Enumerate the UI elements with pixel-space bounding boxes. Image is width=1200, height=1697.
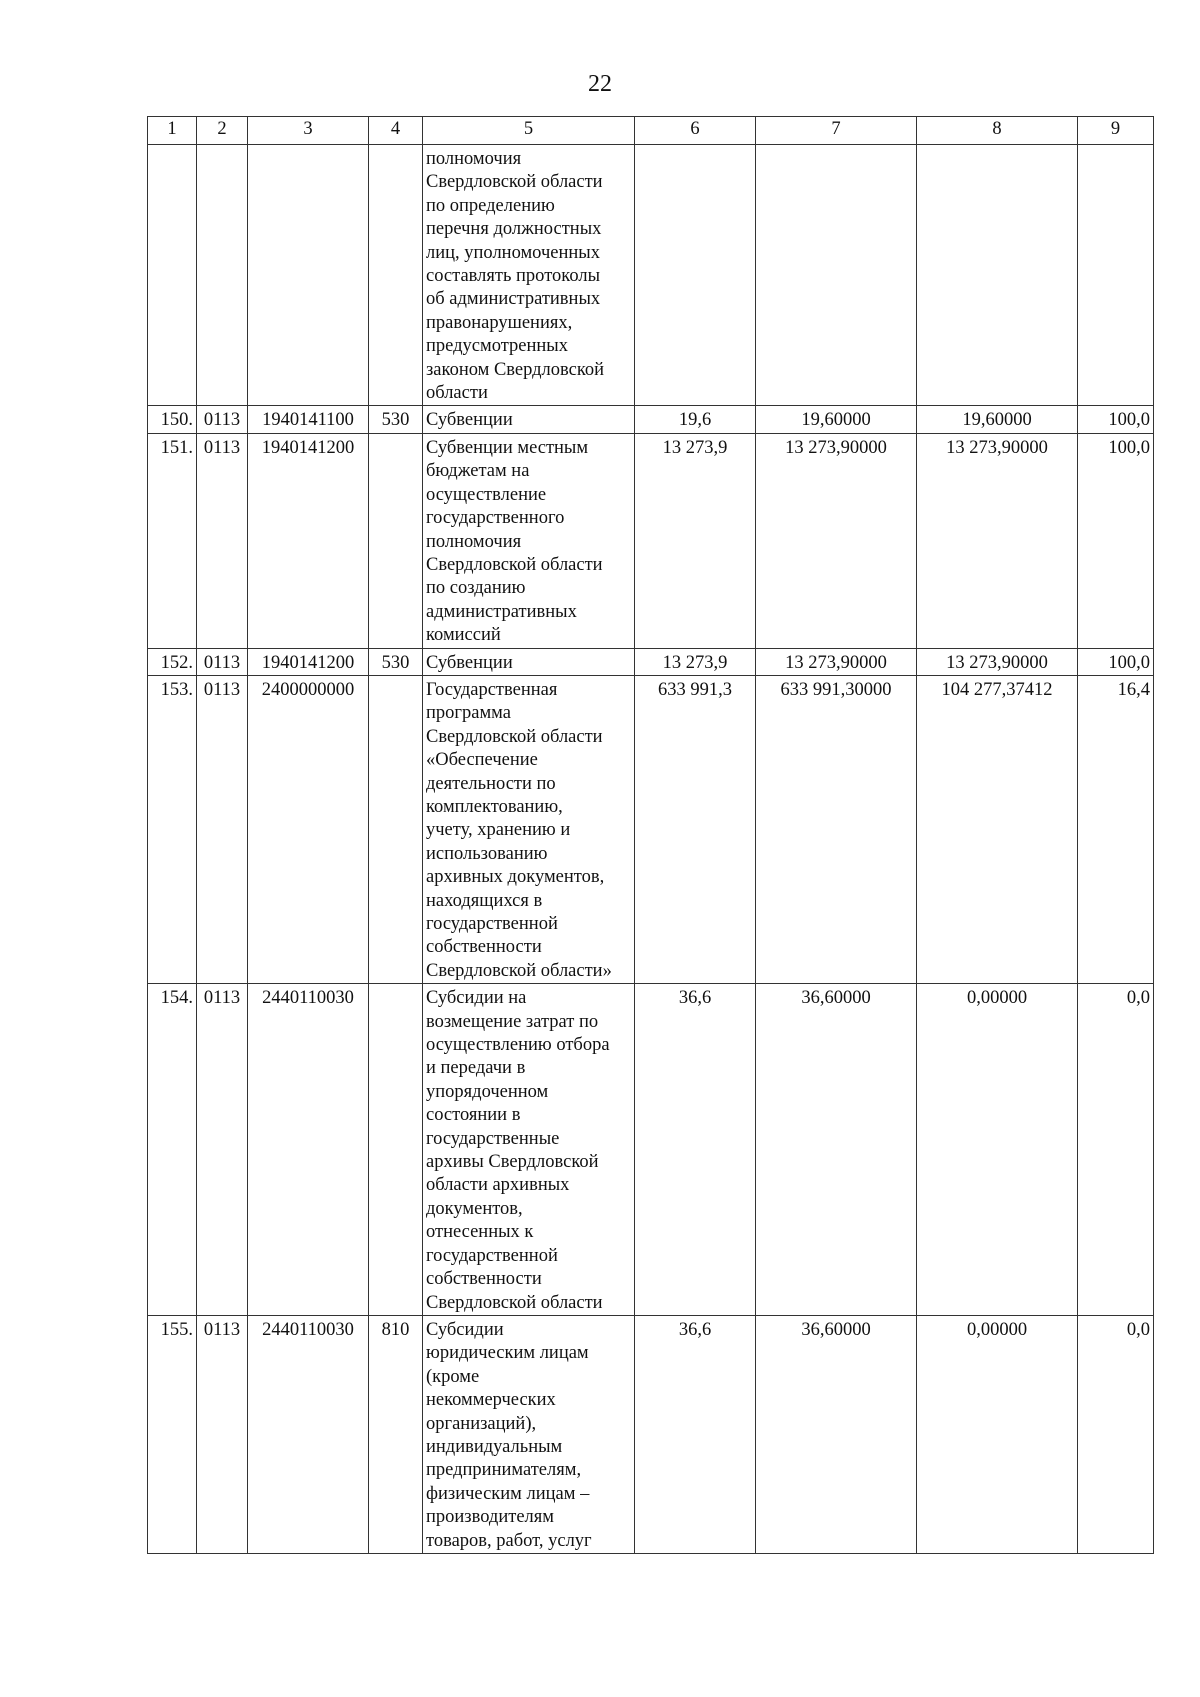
plan-amount-cell: 633 991,3: [635, 675, 756, 983]
item-name-line: документов,: [426, 1198, 523, 1219]
table-row: [148, 406, 1154, 433]
section-code-cell: 0113: [197, 433, 248, 648]
table-row: [148, 675, 1154, 983]
item-name-line: отнесенных к: [426, 1222, 534, 1243]
item-name-line: Субсидии на: [426, 988, 527, 1009]
expense-type-cell: 810: [369, 1315, 423, 1553]
column-header: 2: [197, 117, 248, 145]
column-header: 9: [1078, 117, 1154, 145]
execution-percent-cell: 0,0: [1078, 984, 1154, 1316]
item-name-line: производителям: [426, 1507, 554, 1528]
item-name-line: Государственная: [426, 679, 558, 700]
item-name-line: находящихся в: [426, 890, 543, 911]
row-number-cell: 150.: [148, 406, 197, 433]
approved-amount-cell: 13 273,90000: [756, 433, 917, 648]
item-name-line: деятельности по: [426, 773, 556, 794]
item-name-line: собственности: [426, 937, 542, 958]
plan-amount-cell: 13 273,9: [635, 648, 756, 675]
item-name-line: законом Свердловской: [426, 359, 605, 380]
approved-amount-cell: 633 991,30000: [756, 675, 917, 983]
item-name-line: по определению: [426, 195, 555, 216]
section-code-cell: 0113: [197, 675, 248, 983]
item-name-line: индивидуальным: [426, 1436, 563, 1457]
item-name-line: некоммерческих: [426, 1390, 556, 1411]
table-row: [148, 1315, 1154, 1553]
item-name-line: комплектованию,: [426, 796, 563, 817]
item-name-line: (кроме: [426, 1366, 480, 1387]
item-name-line: комиссий: [426, 625, 501, 646]
executed-amount-cell: 19,60000: [917, 406, 1078, 433]
table-row: [148, 433, 1154, 648]
expense-type-cell: [369, 433, 423, 648]
plan-amount-cell: 36,6: [635, 1315, 756, 1553]
item-name-line: осуществление: [426, 484, 547, 505]
column-header: 4: [369, 117, 423, 145]
item-name-line: учету, хранению и: [426, 820, 571, 841]
column-header: 3: [248, 117, 369, 145]
section-code-cell: 0113: [197, 406, 248, 433]
plan-amount-cell: [635, 145, 756, 406]
page-number: 22: [588, 71, 612, 97]
approved-amount-cell: 19,60000: [756, 406, 917, 433]
execution-percent-cell: 0,0: [1078, 1315, 1154, 1553]
item-name-line: по созданию: [426, 578, 526, 599]
item-name-line: Свердловской области: [426, 554, 603, 575]
section-code-cell: 0113: [197, 1315, 248, 1553]
section-code-cell: 0113: [197, 648, 248, 675]
item-name-line: области: [426, 383, 488, 404]
expense-type-cell: 530: [369, 648, 423, 675]
item-name-line: собственности: [426, 1269, 542, 1290]
table-header-row: [148, 117, 1154, 145]
execution-percent-cell: [1078, 145, 1154, 406]
execution-percent-cell: 16,4: [1078, 675, 1154, 983]
row-number-cell: [148, 145, 197, 406]
item-name-line: упорядоченном: [426, 1081, 549, 1102]
executed-amount-cell: 13 273,90000: [917, 648, 1078, 675]
item-name-line: составлять протоколы: [426, 266, 600, 287]
item-name-line: государственной: [426, 1245, 558, 1266]
item-name-cell: [423, 675, 635, 983]
expense-type-cell: 530: [369, 406, 423, 433]
section-code-cell: 0113: [197, 984, 248, 1316]
item-name-cell: [423, 648, 635, 675]
table-row: [148, 984, 1154, 1316]
item-name-line: Свердловской области: [426, 1292, 603, 1313]
item-name-line: правонарушениях,: [426, 312, 573, 333]
item-name-line: осуществлению отбора: [426, 1035, 610, 1056]
item-name-cell: [423, 1315, 635, 1553]
expense-type-cell: [369, 984, 423, 1316]
plan-amount-cell: 36,6: [635, 984, 756, 1316]
item-name-line: архивы Свердловской: [426, 1152, 599, 1173]
column-header: 6: [635, 117, 756, 145]
item-name-line: административных: [426, 601, 577, 622]
approved-amount-cell: [756, 145, 917, 406]
row-number-cell: 155.: [148, 1315, 197, 1553]
executed-amount-cell: 13 273,90000: [917, 433, 1078, 648]
item-name-line: юридическим лицам: [426, 1343, 589, 1364]
item-name-line: Свердловской области»: [426, 960, 612, 981]
item-name-line: государственной: [426, 914, 558, 934]
item-name-line: «Обеспечение: [426, 750, 538, 771]
item-name-line: товаров, работ, услуг: [426, 1530, 592, 1551]
item-name-line: государственного: [426, 508, 565, 529]
item-name-line: программа: [426, 703, 511, 724]
item-name-line: архивных документов,: [426, 867, 605, 888]
table-row: [148, 648, 1154, 675]
expense-type-cell: [369, 675, 423, 983]
target-code-cell: 1940141200: [248, 648, 369, 675]
item-name-line: об административных: [426, 289, 601, 310]
item-name-line: Субсидии: [426, 1319, 504, 1340]
execution-percent-cell: 100,0: [1078, 433, 1154, 648]
column-header: 5: [423, 117, 635, 145]
row-number-cell: 151.: [148, 433, 197, 648]
item-name-line: возмещение затрат по: [426, 1011, 599, 1032]
target-code-cell: 2400000000: [248, 675, 369, 983]
section-code-cell: [197, 145, 248, 406]
target-code-cell: [248, 145, 369, 406]
target-code-cell: 1940141100: [248, 406, 369, 433]
expense-type-cell: [369, 145, 423, 406]
item-name-line: физическим лицам –: [426, 1483, 590, 1504]
item-name-line: организаций),: [426, 1413, 537, 1434]
approved-amount-cell: 13 273,90000: [756, 648, 917, 675]
row-number-cell: 154.: [148, 984, 197, 1316]
item-name-line: и передачи в: [426, 1058, 526, 1079]
plan-amount-cell: 19,6: [635, 406, 756, 433]
execution-percent-cell: 100,0: [1078, 648, 1154, 675]
item-name-line: использованию: [426, 843, 548, 864]
target-code-cell: 2440110030: [248, 1315, 369, 1553]
executed-amount-cell: [917, 145, 1078, 406]
approved-amount-cell: 36,60000: [756, 984, 917, 1316]
execution-percent-cell: 100,0: [1078, 406, 1154, 433]
item-name-line: предпринимателям,: [426, 1460, 582, 1481]
item-name-line: перечня должностных: [426, 219, 602, 240]
target-code-cell: 2440110030: [248, 984, 369, 1316]
item-name-line: бюджетам на: [426, 461, 530, 482]
item-name-line: государственные: [426, 1128, 560, 1149]
row-number-cell: 152.: [148, 648, 197, 675]
row-number-cell: 153.: [148, 675, 197, 983]
item-name-line: лиц, уполномоченных: [426, 242, 600, 263]
item-name-line: Субвенции: [426, 652, 513, 673]
budget-table: [147, 116, 1154, 1554]
executed-amount-cell: 104 277,37412: [917, 675, 1078, 983]
item-name-cell: [423, 406, 635, 433]
item-name-line: Свердловской области: [426, 172, 603, 193]
executed-amount-cell: 0,00000: [917, 984, 1078, 1316]
item-name-line: состоянии в: [426, 1105, 521, 1126]
item-name-line: предусмотренных: [426, 336, 568, 357]
approved-amount-cell: 36,60000: [756, 1315, 917, 1553]
column-header: 7: [756, 117, 917, 145]
item-name-line: Свердловской области: [426, 726, 603, 747]
item-name-line: Субвенции местным: [426, 437, 589, 458]
executed-amount-cell: 0,00000: [917, 1315, 1078, 1553]
item-name-line: области архивных: [426, 1175, 570, 1196]
item-name-line: полномочия: [426, 531, 522, 552]
column-header: 8: [917, 117, 1078, 145]
item-name-cell: [423, 433, 635, 648]
item-name-cell: [423, 984, 635, 1316]
item-name-line: полномочия: [426, 149, 522, 169]
item-name-cell: [423, 145, 635, 406]
column-header: 1: [148, 117, 197, 145]
plan-amount-cell: 13 273,9: [635, 433, 756, 648]
target-code-cell: 1940141200: [248, 433, 369, 648]
table-row: [148, 145, 1154, 406]
item-name-line: Субвенции: [426, 410, 513, 431]
